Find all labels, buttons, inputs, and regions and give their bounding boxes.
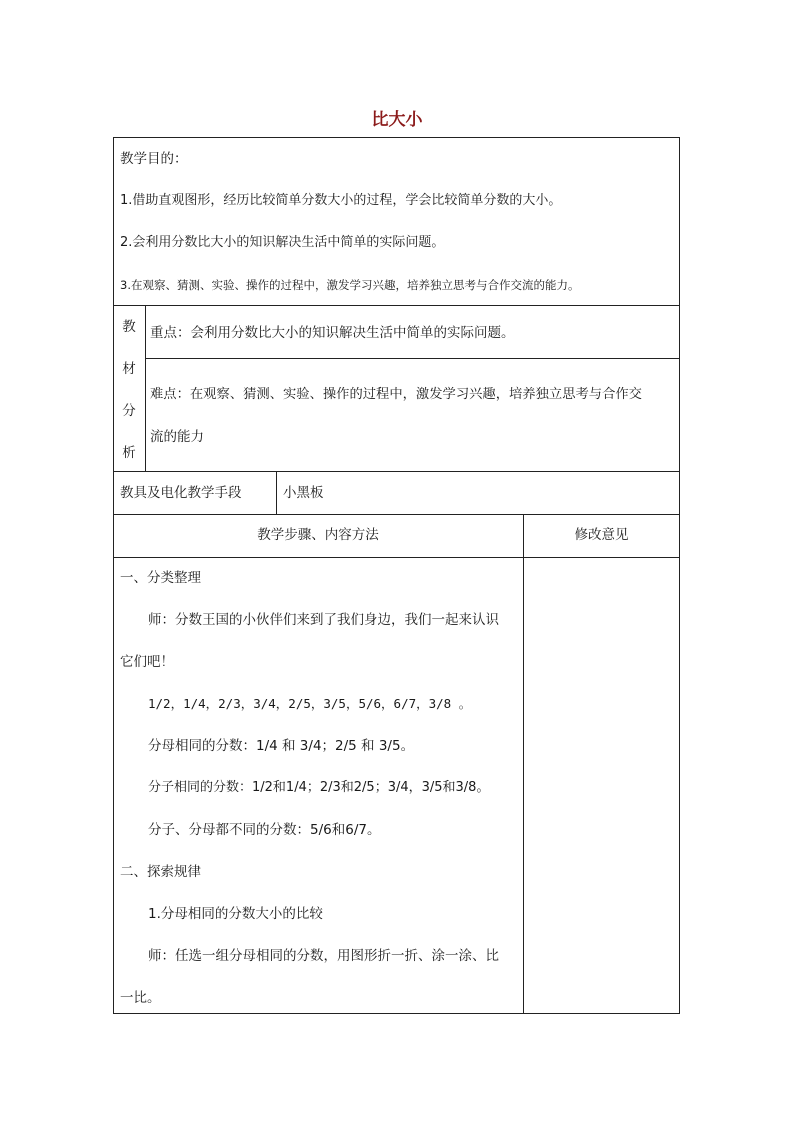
divider-objectives [113,305,680,306]
difficulty-text-line-2: 流的能力 [150,429,204,445]
column-header-revision: 修改意见 [574,527,629,543]
tools-value: 小黑板 [283,485,324,501]
divider-analysis-label [145,305,146,471]
divider-tools [113,514,680,515]
page-title: 比大小 [371,110,423,130]
teacher-text-2-line-2: 一比。 [120,990,161,1006]
divider-columns [113,557,680,558]
teacher-text-1-line-2: 它们吧！ [120,654,174,670]
column-header-steps: 教学步骤、内容方法 [257,527,379,543]
objective-item-2: 2.会利用分数比大小的知识解决生活中简单的实际问题。 [120,235,445,250]
section-heading-1: 一、分类整理 [120,570,201,586]
key-point-text: 重点：会利用分数比大小的知识解决生活中简单的实际问题。 [150,325,515,341]
objective-item-3: 3.在观察、猜测、实验、操作的过程中，激发学习兴趣，培养独立思考与合作交流的能力。 [120,278,580,292]
analysis-label-char-2: 材 [122,361,136,377]
both-different-text: 分子、分母都不同的分数：5/6和6/7。 [148,822,381,838]
teacher-text-2-line-1: 师：任选一组分母相同的分数，用图形折一折、涂一涂、比 [148,948,499,964]
same-numerator-text: 分子相同的分数：1/2和1/4；2/3和2/5；3/4，3/5和3/8。 [148,780,490,795]
section-heading-2: 二、探索规律 [120,864,201,880]
subsection-heading-1: 1.分母相同的分数大小的比较 [148,906,323,922]
divider-tools-label [276,471,277,514]
same-denominator-text: 分母相同的分数：1/4 和 3/4；2/5 和 3/5。 [148,738,415,754]
difficulty-text-line-1: 难点：在观察、猜测、实验、操作的过程中，激发学习兴趣，培养独立思考与合作交 [150,387,642,402]
analysis-label-char-3: 分 [122,403,136,419]
analysis-label-char-1: 教 [122,319,136,335]
objectives-heading: 教学目的： [120,151,188,167]
divider-revision-column [523,514,524,1014]
teacher-text-1-line-1: 师：分数王国的小伙伴们来到了我们身边，我们一起来认识 [148,612,499,628]
analysis-label-char-4: 析 [122,445,136,461]
divider-analysis [113,471,680,472]
fraction-list: 1/2，1/4，2/3，3/4，2/5，3/5，5/6，6/7，3/8 。 [148,696,472,711]
tools-label: 教具及电化教学手段 [120,485,242,501]
divider-analysis-inner [145,358,680,359]
objective-item-1: 1.借助直观图形，经历比较简单分数大小的过程，学会比较简单分数的大小。 [120,193,562,208]
